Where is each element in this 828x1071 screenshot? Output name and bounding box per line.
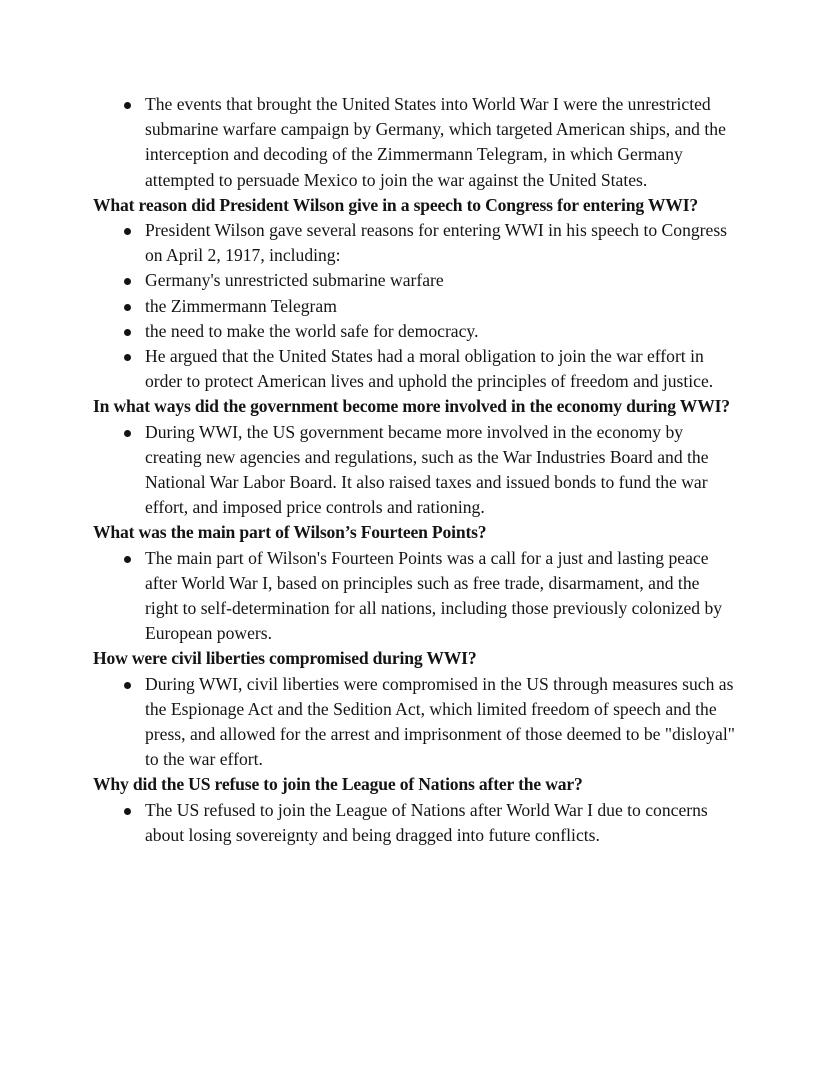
qa-heading: Why did the US refuse to join the League of Nations after the war? xyxy=(93,774,583,795)
list-item xyxy=(93,319,736,344)
list-item-text: He argued that the United States had a moral obligation to join the war effort in order to protect American lives and uphold the principles of freedom and justice. xyxy=(145,346,714,392)
list-item xyxy=(93,546,736,647)
list-item xyxy=(93,294,736,319)
section-league-of-nations xyxy=(93,772,736,848)
bullet-dot-icon xyxy=(124,329,131,336)
bullet-list xyxy=(93,546,736,647)
list-item xyxy=(93,218,736,268)
bullet-list xyxy=(93,798,736,848)
bullet-dot-icon xyxy=(124,354,131,361)
bullet-dot-icon xyxy=(124,102,131,109)
document-body xyxy=(93,92,736,848)
bullet-dot-icon xyxy=(124,304,131,311)
section-government-economy xyxy=(93,394,736,520)
list-item xyxy=(93,672,736,773)
bullet-dot-icon xyxy=(124,278,131,285)
qa-heading: What reason did President Wilson give in a speech to Congress for entering WWI? xyxy=(93,194,699,215)
list-item-text: The US refused to join the League of Nations after World War I due to concerns about losing sovereignty and being dragged into future conflicts. xyxy=(145,799,708,845)
qa-heading: What was the main part of Wilson’s Fourteen Points? xyxy=(93,522,487,543)
bullet-list xyxy=(93,420,736,521)
bullet-list xyxy=(93,92,736,193)
list-item-text: During WWI, the US government became more involved in the economy by creating new agencies and regulations, such as the War Industries Board and the National War Labor Board. It also raised taxes and issued bonds to fund the war effort, and imposed price controls and rationing. xyxy=(145,421,709,518)
section-intro-events xyxy=(93,92,736,193)
qa-heading: In what ways did the government become more involved in the economy during WWI? xyxy=(93,396,730,417)
list-item-text: the Zimmermann Telegram xyxy=(145,295,337,316)
bullet-list xyxy=(93,672,736,773)
list-item-text: During WWI, civil liberties were compromised in the US through measures such as the Espionage Act and the Sedition Act, which limited freedom of speech and the press, and allowed for the arrest and imprisonment of those deemed to be "disloyal" to the war effort. xyxy=(145,673,735,770)
bullet-dot-icon xyxy=(124,228,131,235)
list-item xyxy=(93,344,736,394)
bullet-dot-icon xyxy=(124,556,131,563)
bullet-dot-icon xyxy=(124,430,131,437)
list-item xyxy=(93,268,736,293)
section-wilson-speech-reason xyxy=(93,193,736,395)
list-item xyxy=(93,420,736,521)
qa-heading: How were civil liberties compromised during WWI? xyxy=(93,648,477,669)
bullet-dot-icon xyxy=(124,682,131,689)
list-item-text: The events that brought the United States into World War I were the unrestricted submarine warfare campaign by Germany, which targeted American ships, and the interception and decoding of the Zimmermann Telegram, in which Germany attempted to persuade Mexico to join the war against the United States. xyxy=(145,94,726,190)
section-fourteen-points xyxy=(93,520,736,646)
list-item-text: The main part of Wilson's Fourteen Points was a call for a just and lasting peace after World War I, based on principles such as free trade, disarmament, and the right to self-determination for all nations, including those previously colonized by European powers. xyxy=(145,547,723,644)
section-civil-liberties xyxy=(93,646,736,772)
list-item xyxy=(93,92,736,193)
list-item-text: President Wilson gave several reasons for entering WWI in his speech to Congress on April 2, 1917, including: xyxy=(145,220,728,266)
bullet-list xyxy=(93,218,736,394)
bullet-dot-icon xyxy=(124,808,131,815)
list-item-text: Germany's unrestricted submarine warfare xyxy=(145,270,444,291)
list-item xyxy=(93,798,736,848)
list-item-text: the need to make the world safe for democracy. xyxy=(145,320,479,341)
